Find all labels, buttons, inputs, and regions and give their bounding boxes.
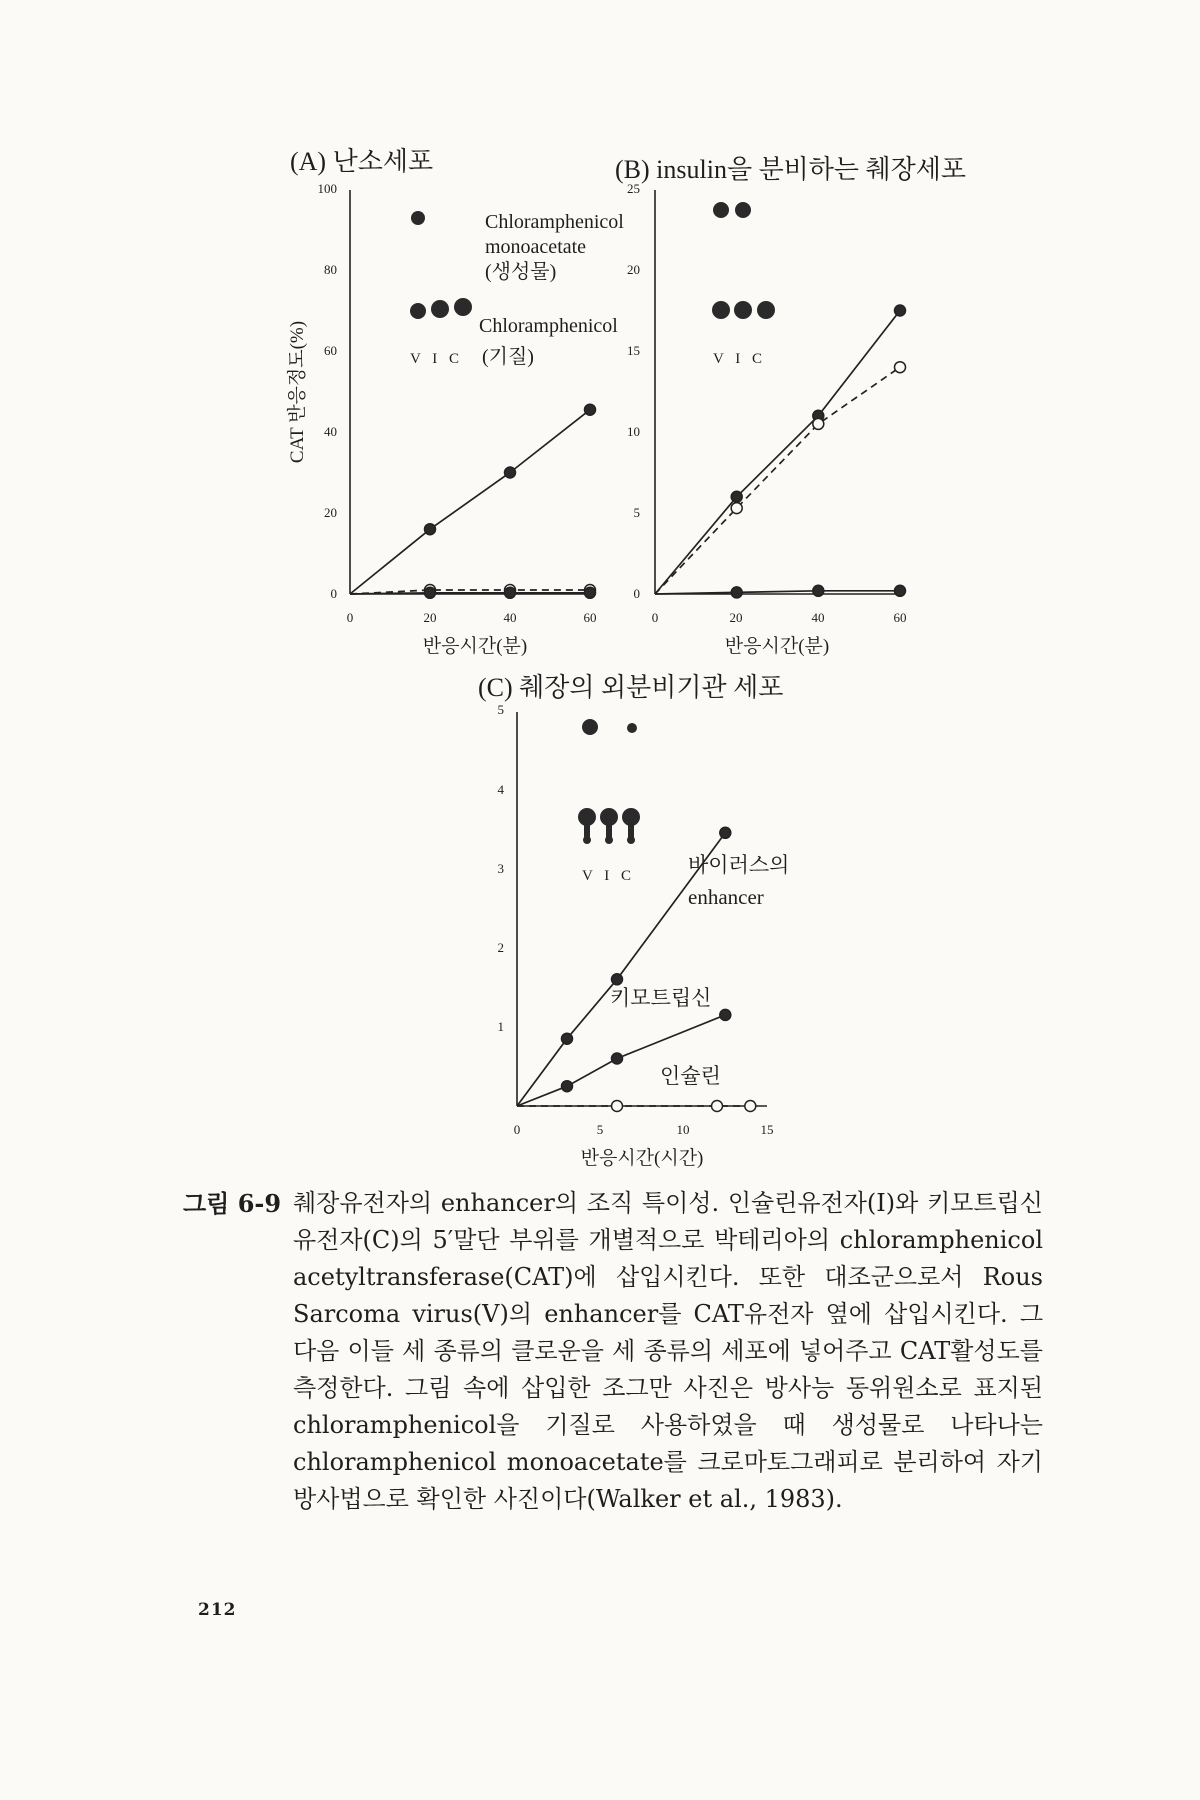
product-label-line3: (생성물) [485, 261, 557, 283]
panel-c-ytick: 5 [497, 702, 504, 717]
chart-0-series-2-point [585, 587, 596, 598]
panel-a-xtick: 40 [503, 610, 517, 625]
panel-b-lane-labels: V I C [713, 351, 767, 367]
series-label-chymotrypsin: 키모트립신 [610, 986, 712, 1010]
panel-a-lane-labels: V I C [410, 351, 464, 367]
chart-0-series-2-point [505, 587, 516, 598]
panel-a-xticks [347, 610, 597, 625]
product-label-line2: monoacetate [485, 236, 587, 258]
tlc-spot [410, 303, 426, 319]
chart-1-series-2-point [895, 585, 906, 596]
figure-caption [183, 1185, 1043, 1518]
tlc-spot [734, 301, 752, 319]
panel-a-plot [350, 404, 596, 598]
panel-b-plot [655, 305, 906, 598]
chart-2-series-1-point [720, 1009, 731, 1020]
series-label-insulin: 인슐린 [660, 1064, 721, 1088]
chart-2-series-0-point [720, 827, 731, 838]
chart-1-series-2-point [813, 585, 824, 596]
panel-b-ytick: 10 [627, 424, 640, 439]
chart-1-series-1-point [731, 503, 742, 514]
series-label-virus-line1: 바이러스의 [688, 853, 790, 877]
tlc-spot [627, 723, 637, 733]
panel-a-yticks [318, 181, 338, 601]
panel-a-xtick: 60 [583, 610, 597, 625]
chart-2-series-1-point [612, 1053, 623, 1064]
panel-a-ytick: 60 [324, 343, 337, 358]
chart-1-series-0-point [895, 305, 906, 316]
chart-1-series-0-point [731, 491, 742, 502]
chart-1-series-1-point [813, 418, 824, 429]
panel-c-ytick: 2 [497, 940, 504, 955]
tlc-spot [735, 202, 751, 218]
panel-c-xtick: 5 [596, 1122, 604, 1137]
panel-b-xtick: 60 [893, 610, 907, 625]
panel-c-xticks [514, 1122, 774, 1137]
panel-c-yticks [498, 702, 505, 1034]
substrate-label-line2: (기질) [482, 346, 534, 368]
panel-b-xtick: 0 [651, 610, 659, 625]
panel-b-title: (B) insulin을 분비하는 췌장세포 [615, 155, 966, 184]
panel-a-ytick: 20 [324, 505, 337, 520]
chart-2-series-0-point [562, 1033, 573, 1044]
page-number: 212 [198, 1600, 237, 1620]
panel-b-tlc-inset [712, 202, 775, 367]
panel-a-xtick: 0 [346, 610, 354, 625]
chart-0-series-0-point [585, 404, 596, 415]
tlc-spot [431, 300, 449, 318]
panel-b-ytick: 20 [627, 262, 640, 277]
panel-a-tlc-inset [410, 211, 624, 368]
panel-c-ytick: 1 [497, 1019, 504, 1034]
panel-a-ylabel: CAT 반응정도(%) [287, 320, 308, 464]
panel-b-yticks [627, 181, 640, 601]
panel-c-xlabel: 반응시간(시간) [580, 1148, 704, 1169]
panel-a-ytick: 40 [324, 424, 337, 439]
panel-c-ytick: 4 [497, 782, 504, 797]
panel-a-ytick: 100 [317, 181, 337, 196]
chart-1-series-0-line [655, 311, 900, 595]
panel-c-lane-labels: V I C [582, 868, 636, 884]
panel-b-xticks [652, 610, 907, 625]
chart-2-series-0-point [612, 974, 623, 985]
chart-2-series-2-point [712, 1101, 723, 1112]
panel-b-xlabel: 반응시간(분) [724, 636, 830, 657]
panel-c-xtick: 15 [760, 1122, 774, 1137]
panel-c-xtick: 0 [513, 1122, 521, 1137]
panel-b-ytick: 25 [627, 181, 640, 196]
panel-a-title: (A) 난소세포 [290, 147, 434, 176]
caption-text: 췌장유전자의 enhancer의 조직 특이성. 인슐린유전자(I)와 키모트립신유전자(C)의 5′말단 부위를 개별적으로 박테리아의 chloramphenicol acetyltransferase(CAT)에 삽입시킨다. 또한 대조군으로서 Rous Sarcoma virus(V)의 enhancer를 CAT유전자 옆에 삽입시킨다. 그 다음 이들 세 종류의 클로운을 세 종류의 세포에 넣어주고 CAT활성도를 측정한다. 그림 속에 삽입한 조그만 사진은 방사능 동위원소로 표지된 chloramphenicol을 기질로 사용하였을 때 생성물로 나타나는 chloramphenicol monoacetate를 크로마토그래피로 분리하여 자기방사법으로 확인한 사진이다(Walker et al., 1983). [293, 1189, 1043, 1513]
panel-b-ytick: 0 [633, 586, 640, 601]
panel-b-xtick: 20 [729, 610, 743, 625]
panel-a-ytick: 80 [324, 262, 337, 277]
panel-b-ytick: 5 [633, 505, 640, 520]
chart-0-series-0-point [505, 467, 516, 478]
chart-1-series-1-line [655, 367, 900, 594]
panel-a-ytick: 0 [330, 586, 337, 601]
panel-c-tlc-inset [578, 719, 640, 884]
chart-0-series-0-line [350, 410, 590, 594]
panel-a-xlabel: 반응시간(분) [422, 636, 528, 657]
chart-2-series-1-point [562, 1081, 573, 1092]
tlc-spot [454, 298, 472, 316]
series-label-virus-line2: enhancer [688, 885, 764, 909]
chart-0-series-2-point [425, 587, 436, 598]
chart-1-series-2-point [731, 587, 742, 598]
panel-c-ytick: 3 [497, 861, 504, 876]
product-label-line1: Chloramphenicol [485, 211, 624, 233]
chart-0-series-0-point [425, 524, 436, 535]
caption-label: 그림 6-9 [183, 1189, 282, 1218]
panel-b-xtick: 40 [811, 610, 825, 625]
tlc-spot [757, 301, 775, 319]
tlc-spot [712, 301, 730, 319]
tlc-streaks [578, 808, 640, 844]
chart-2-series-2-point [745, 1101, 756, 1112]
substrate-label-line1: Chloramphenicol [479, 315, 618, 337]
tlc-spot [713, 202, 729, 218]
tlc-spot [582, 719, 598, 735]
chart-2-series-2-point [612, 1101, 623, 1112]
panel-c-title: (C) 췌장의 외분비기관 세포 [478, 673, 784, 702]
panel-c-xtick: 10 [676, 1122, 690, 1137]
chart-1-series-1-point [895, 362, 906, 373]
panel-a-xtick: 20 [423, 610, 437, 625]
tlc-spot [411, 211, 425, 225]
panel-b-ytick: 15 [627, 343, 640, 358]
